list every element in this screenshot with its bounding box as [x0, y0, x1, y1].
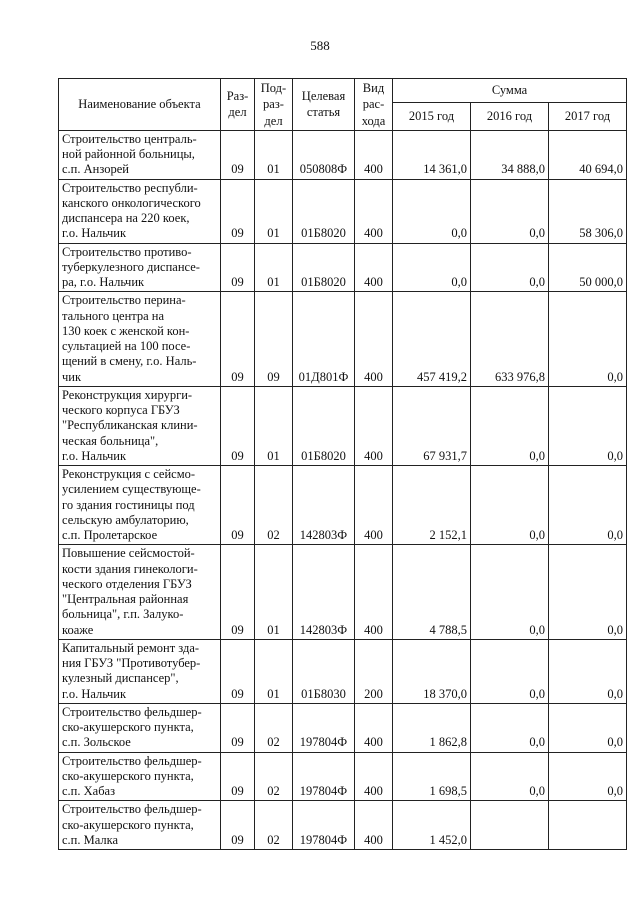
- expense-type-cell: 400: [355, 292, 393, 387]
- object-name-cell: Строительство перина- тального центра на 130 коек с женской кон- сультацией на 100 посе- щений в смену, г.о. Наль- чик: [59, 292, 221, 387]
- section-cell: 09: [221, 801, 255, 850]
- amount-2016-cell: 0,0: [471, 703, 549, 752]
- object-name-cell: Строительство республи- канского онкологического диспансера на 220 коек, г.о. Нальчик: [59, 179, 221, 243]
- target-article-cell: 01Д801Ф: [293, 292, 355, 387]
- table-row: [59, 752, 627, 801]
- subsection-cell: 02: [255, 752, 293, 801]
- amount-2015-cell: 14 361,0: [393, 130, 471, 179]
- section-cell: 09: [221, 639, 255, 703]
- amount-2017-cell: 40 694,0: [549, 130, 627, 179]
- section-cell: 09: [221, 130, 255, 179]
- amount-2016-cell: 0,0: [471, 386, 549, 465]
- amount-2015-cell: 2 152,1: [393, 466, 471, 545]
- amount-2015-cell: 457 419,2: [393, 292, 471, 387]
- target-article-cell: 01Б8020: [293, 179, 355, 243]
- object-name-cell: Строительство фельдшер- ско-акушерского пункта, с.п. Малка: [59, 801, 221, 850]
- amount-2015-cell: 0,0: [393, 243, 471, 292]
- target-article-cell: 197804Ф: [293, 703, 355, 752]
- amount-2016-cell: 0,0: [471, 179, 549, 243]
- target-article-cell: 01Б8020: [293, 386, 355, 465]
- subsection-cell: 01: [255, 243, 293, 292]
- amount-2016-cell: 0,0: [471, 639, 549, 703]
- amount-2017-cell: 0,0: [549, 752, 627, 801]
- target-article-cell: 01Б8020: [293, 243, 355, 292]
- section-cell: 09: [221, 243, 255, 292]
- subsection-cell: 01: [255, 386, 293, 465]
- amount-2015-cell: 67 931,7: [393, 386, 471, 465]
- table-row: [59, 179, 627, 243]
- table-row: [59, 243, 627, 292]
- amount-2015-cell: 1 698,5: [393, 752, 471, 801]
- target-article-cell: 01Б8030: [293, 639, 355, 703]
- amount-2015-cell: 18 370,0: [393, 639, 471, 703]
- table-body: [59, 130, 627, 849]
- object-name-cell: Строительство фельдшер- ско-акушерского пункта, с.п. Хабаз: [59, 752, 221, 801]
- amount-2015-cell: 1 452,0: [393, 801, 471, 850]
- table-row: [59, 386, 627, 465]
- header-year-2015: 2015 год: [393, 102, 471, 130]
- amount-2016-cell: 0,0: [471, 466, 549, 545]
- subsection-cell: 02: [255, 801, 293, 850]
- expense-type-cell: 400: [355, 243, 393, 292]
- amount-2015-cell: 1 862,8: [393, 703, 471, 752]
- amount-2017-cell: 0,0: [549, 466, 627, 545]
- header-sum: Сумма: [393, 79, 627, 103]
- amount-2017-cell: 0,0: [549, 545, 627, 640]
- amount-2016-cell: 0,0: [471, 545, 549, 640]
- section-cell: 09: [221, 292, 255, 387]
- section-cell: 09: [221, 752, 255, 801]
- section-cell: 09: [221, 386, 255, 465]
- object-name-cell: Повышение сейсмостой- кости здания гинекологи- ческого отделения ГБУЗ "Центральная районная больница", г.п. Залуко- коаже: [59, 545, 221, 640]
- header-expense: Вид рас- хода: [355, 79, 393, 131]
- amount-2017-cell: 50 000,0: [549, 243, 627, 292]
- header-year-2017: 2017 год: [549, 102, 627, 130]
- section-cell: 09: [221, 466, 255, 545]
- expense-type-cell: 400: [355, 545, 393, 640]
- amount-2017-cell: 0,0: [549, 386, 627, 465]
- header-target: Целевая статья: [293, 79, 355, 131]
- subsection-cell: 01: [255, 545, 293, 640]
- table-header: [59, 79, 627, 131]
- page-number: 588: [310, 38, 330, 53]
- subsection-cell: 02: [255, 703, 293, 752]
- amount-2017-cell: 0,0: [549, 703, 627, 752]
- object-name-cell: Капитальный ремонт зда- ния ГБУЗ "Противотубер- кулезный диспансер", г.о. Нальчик: [59, 639, 221, 703]
- amount-2017-cell: [549, 801, 627, 850]
- table-row: [59, 703, 627, 752]
- budget-table: [58, 78, 627, 850]
- table-row: [59, 466, 627, 545]
- section-cell: 09: [221, 179, 255, 243]
- amount-2015-cell: 0,0: [393, 179, 471, 243]
- expense-type-cell: 400: [355, 386, 393, 465]
- amount-2016-cell: [471, 801, 549, 850]
- header-section: Раз- дел: [221, 79, 255, 131]
- expense-type-cell: 400: [355, 703, 393, 752]
- object-name-cell: Реконструкция с сейсмо- усилением существующе- го здания гостиницы под сельскую амбулаторию, с.п. Пролетарское: [59, 466, 221, 545]
- target-article-cell: 197804Ф: [293, 801, 355, 850]
- expense-type-cell: 400: [355, 179, 393, 243]
- target-article-cell: 197804Ф: [293, 752, 355, 801]
- expense-type-cell: 400: [355, 130, 393, 179]
- object-name-cell: Строительство фельдшер- ско-акушерского пункта, с.п. Зольское: [59, 703, 221, 752]
- expense-type-cell: 400: [355, 752, 393, 801]
- subsection-cell: 09: [255, 292, 293, 387]
- subsection-cell: 01: [255, 639, 293, 703]
- amount-2017-cell: 58 306,0: [549, 179, 627, 243]
- object-name-cell: Строительство централь- ной районной больницы, с.п. Анзорей: [59, 130, 221, 179]
- subsection-cell: 01: [255, 179, 293, 243]
- expense-type-cell: 400: [355, 801, 393, 850]
- table-row: [59, 545, 627, 640]
- target-article-cell: 142803Ф: [293, 466, 355, 545]
- target-article-cell: 050808Ф: [293, 130, 355, 179]
- amount-2016-cell: 34 888,0: [471, 130, 549, 179]
- expense-type-cell: 200: [355, 639, 393, 703]
- expense-type-cell: 400: [355, 466, 393, 545]
- section-cell: 09: [221, 703, 255, 752]
- header-year-2016: 2016 год: [471, 102, 549, 130]
- table-row: [59, 292, 627, 387]
- subsection-cell: 02: [255, 466, 293, 545]
- table-row: [59, 130, 627, 179]
- subsection-cell: 01: [255, 130, 293, 179]
- target-article-cell: 142803Ф: [293, 545, 355, 640]
- amount-2016-cell: 0,0: [471, 752, 549, 801]
- amount-2015-cell: 4 788,5: [393, 545, 471, 640]
- table-row: [59, 801, 627, 850]
- object-name-cell: Строительство противо- туберкулезного диспансе- ра, г.о. Нальчик: [59, 243, 221, 292]
- header-subsection: Под- раз- дел: [255, 79, 293, 131]
- amount-2016-cell: 633 976,8: [471, 292, 549, 387]
- table-row: [59, 639, 627, 703]
- object-name-cell: Реконструкция хирурги- ческого корпуса ГБУЗ "Республиканская клини- ческая больница", г.о. Нальчик: [59, 386, 221, 465]
- amount-2016-cell: 0,0: [471, 243, 549, 292]
- section-cell: 09: [221, 545, 255, 640]
- header-name: Наименование объекта: [59, 79, 221, 131]
- amount-2017-cell: 0,0: [549, 292, 627, 387]
- amount-2017-cell: 0,0: [549, 639, 627, 703]
